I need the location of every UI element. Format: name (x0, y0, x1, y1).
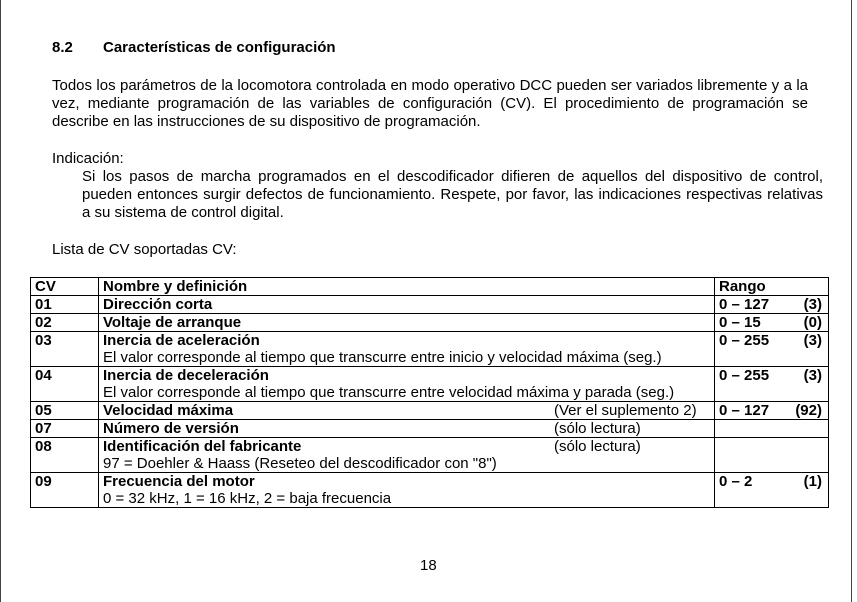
table-row (31, 332, 829, 367)
header-range: Rango (715, 278, 829, 296)
cv-definition-cell (99, 296, 715, 314)
cv-name: Frecuencia del motor (103, 473, 255, 490)
table-row (31, 420, 829, 438)
cv-range: 0 – 255 (719, 367, 770, 384)
cv-name: Inercia de deceleración (103, 367, 269, 384)
table-row (31, 473, 829, 508)
cv-default: (0) (803, 314, 822, 331)
cv-number: 08 (31, 438, 99, 473)
cv-range-cell (715, 473, 829, 508)
table-row (31, 296, 829, 314)
header-cv: CV (31, 278, 99, 296)
cv-name-line (103, 438, 714, 455)
page-right-edge (851, 0, 852, 602)
cv-number: 02 (31, 314, 99, 332)
indication-label: Indicación: (52, 150, 124, 167)
cv-name-line (103, 473, 714, 490)
cv-range: 0 – 127 (719, 402, 770, 419)
table-row (31, 314, 829, 332)
cv-definition-cell (99, 438, 715, 473)
cv-range-cell (715, 314, 829, 332)
table-row (31, 402, 829, 420)
cv-name: Número de versión (103, 420, 239, 437)
table-header-row (31, 278, 829, 296)
section-title: Características de configuración (103, 39, 336, 56)
cv-name-line (103, 367, 714, 384)
cv-range-cell (715, 296, 829, 314)
cv-number: 05 (31, 402, 99, 420)
page-left-edge (0, 0, 1, 602)
cv-number: 04 (31, 367, 99, 402)
cv-name: Identificación del fabricante (103, 438, 302, 455)
cv-name: Inercia de aceleración (103, 332, 260, 349)
cv-note: (Ver el suplemento 2) (554, 402, 697, 419)
table-row (31, 367, 829, 402)
cv-table (30, 277, 829, 508)
cv-range-cell (715, 438, 829, 473)
cv-default: (1) (803, 473, 822, 490)
cv-description: 97 = Doehler & Haass (Reseteo del descodificador con "8") (103, 455, 497, 472)
page-number: 18 (420, 557, 437, 574)
cv-range: 0 – 15 (719, 314, 761, 331)
cv-description: 0 = 32 kHz, 1 = 16 kHz, 2 = baja frecuencia (103, 490, 392, 507)
cv-range-cell (715, 367, 829, 402)
cv-name: Dirección corta (103, 296, 213, 313)
cv-name-line (103, 296, 714, 313)
cv-name: Velocidad máxima (103, 402, 234, 419)
cv-range: 0 – 127 (719, 296, 770, 313)
cv-note: (sólo lectura) (554, 420, 641, 437)
cv-name-line (103, 314, 714, 331)
header-name: Nombre y definición (99, 278, 715, 296)
cv-list-label: Lista de CV soportadas CV: (52, 241, 237, 258)
cv-definition-cell (99, 367, 715, 402)
table-body (31, 296, 829, 508)
cv-number: 01 (31, 296, 99, 314)
cv-default: (3) (803, 367, 822, 384)
cv-name-line (103, 402, 714, 419)
cv-definition-cell (99, 402, 715, 420)
section-number: 8.2 (52, 39, 73, 56)
cv-name-line (103, 420, 714, 437)
cv-definition-cell (99, 314, 715, 332)
cv-range-cell (715, 420, 829, 438)
cv-default: (3) (803, 332, 822, 349)
cv-definition-cell (99, 332, 715, 367)
intro-paragraph: Todos los parámetros de la locomotora controlada en modo operativo DCC pueden ser variados libremente y a la vez, mediante programación de las variables de configuración (CV). El procedimiento de programación se describe en las instrucciones de su dispositivo de programación. (52, 77, 808, 130)
cv-range: 0 – 255 (719, 332, 770, 349)
cv-name: Voltaje de arranque (103, 314, 242, 331)
indication-text: Si los pasos de marcha programados en el descodificador difieren de aquellos del dispositivo de control, pueden entonces surgir defectos de funcionamiento. Respete, por favor, las indicaciones respectivas relativas a su sistema de control digital. (82, 168, 823, 221)
cv-default: (92) (795, 402, 822, 419)
cv-description: El valor corresponde al tiempo que transcurre entre inicio y velocidad máxima (seg.) (103, 349, 662, 366)
cv-description: El valor corresponde al tiempo que transcurre entre velocidad máxima y parada (seg.) (103, 384, 675, 401)
cv-range-cell (715, 332, 829, 367)
cv-default: (3) (803, 296, 822, 313)
cv-note: (sólo lectura) (554, 438, 641, 455)
cv-name-line (103, 332, 714, 349)
cv-number: 03 (31, 332, 99, 367)
cv-range: 0 – 2 (719, 473, 753, 490)
section-heading (52, 39, 336, 56)
cv-definition-cell (99, 473, 715, 508)
cv-number: 07 (31, 420, 99, 438)
cv-range-cell (715, 402, 829, 420)
cv-definition-cell (99, 420, 715, 438)
cv-number: 09 (31, 473, 99, 508)
table-row (31, 438, 829, 473)
